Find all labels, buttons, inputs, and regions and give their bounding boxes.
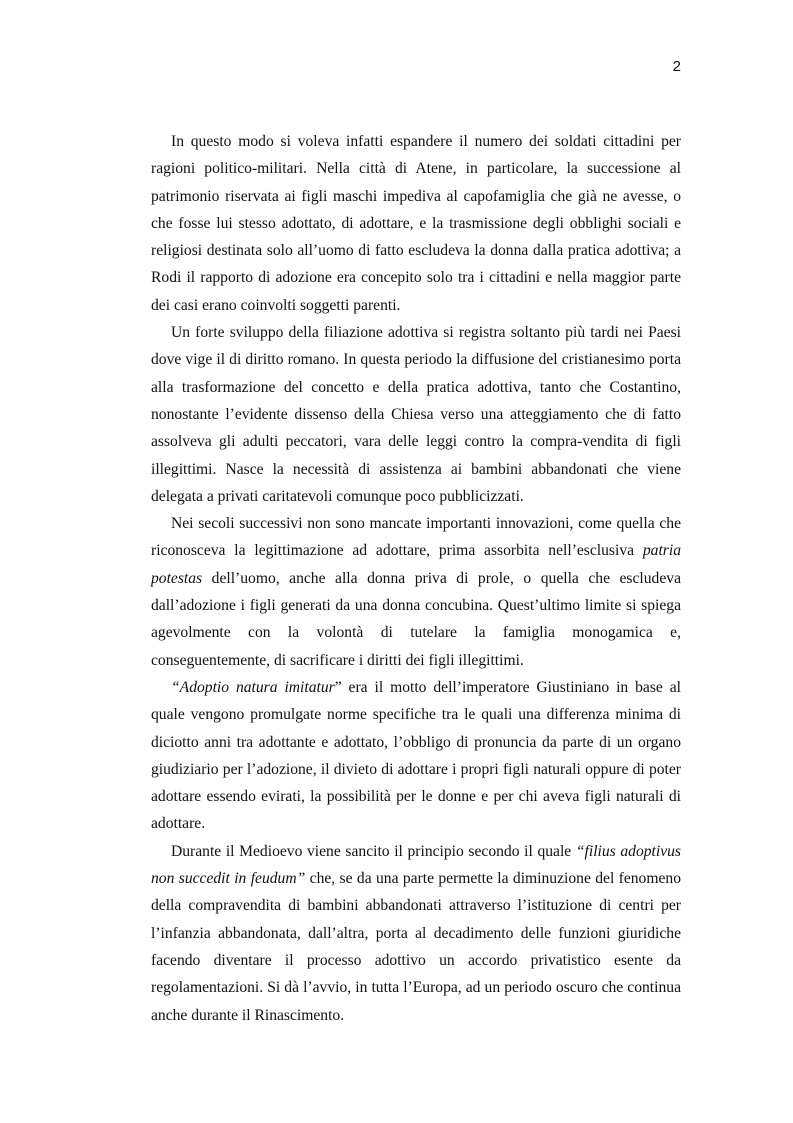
paragraph-text: Durante il Medioevo viene sancito il principio secondo il quale	[171, 842, 576, 860]
paragraph-3	[151, 510, 681, 674]
paragraph-text: Un forte sviluppo della filiazione adottiva si registra soltanto più tardi nei Paesi dove vige il di diritto romano. In questa periodo la diffusione del cristianesimo porta alla trasformazione del concetto e della pratica adottiva, tanto che Costantino, nonostante l’evidente dissenso della Chiesa verso una atteggiamento che di fatto assolveva gli adulti peccatori, vara delle leggi contro la compra-vendita di figli illegittimi. Nasce la necessità di assistenza ai bambini abbandonati che viene delegata a privati caritatevoli comunque poco pubblicizzati.	[151, 324, 681, 505]
paragraph-text: ” era il motto dell’imperatore Giustiniano in base al quale vengono promulgate norme specifiche tra le quali una differenza minima di diciotto anni tra adottante e adottato, l’obbligo di pronuncia da parte di un organo giudiziario per l’adozione, il divieto di adottare i propri figli naturali oppure di poter adottare essendo evirati, la possibilità per le donne e per chi aveva figli naturali di adottare.	[151, 678, 681, 833]
italic-phrase-adoptio-motto: “Adoptio natura imitatur	[171, 678, 335, 696]
paragraph-text: Nei secoli successivi non sono mancate importanti innovazioni, come quella che riconosceva la legittimazione ad adottare, prima assorbita nell’esclusiva	[151, 515, 681, 560]
italic-phrase-filius-adoptivus: “filius adoptivus non succedit in feudum”	[151, 842, 681, 888]
paragraph-1	[151, 128, 681, 319]
page-number: 2	[672, 58, 681, 75]
document-body	[151, 128, 681, 1029]
italic-phrase-patria-potestas: patria potestas	[151, 542, 681, 587]
paragraph-text: dell’uomo, anche alla donna priva di prole, o quella che escludeva dall’adozione i figli generati da una donna concubina. Quest’ultimo limite si spiega agevolmente con la volontà di tutelare la famiglia monogamica e, conseguentemente, di sacrificare i diritti dei figli illegittimi.	[151, 569, 681, 669]
paragraph-2	[151, 319, 681, 510]
paragraph-4	[151, 674, 681, 838]
paragraph-5	[151, 838, 681, 1029]
paragraph-text: che, se da una parte permette la diminuzione del fenomeno della compravendita di bambini abbandonati attraverso l’istituzione di centri per l’infanzia abbandonata, dall’altra, porta al decadimento delle funzioni giuridiche facendo diventare il processo adottivo un accordo privatistico esente da regolamentazioni. Si dà l’avvio, in tutta l’Europa, ad un periodo oscuro che continua anche durante il Rinascimento.	[151, 870, 681, 1024]
paragraph-text: In questo modo si voleva infatti espandere il numero dei soldati cittadini per ragioni politico-militari. Nella città di Atene, in particolare, la successione al patrimonio riservata ai figli maschi impediva al capofamiglia che già ne avesse, o che fosse lui stesso adottato, di adottare, e la trasmissione degli obblighi sociali e religiosi destinata solo all’uomo di fatto escludeva la donna dalla pratica adottiva; a Rodi il rapporto di adozione era concepito solo tra i cittadini e nella maggior parte dei casi erano coinvolti soggetti parenti.	[151, 133, 681, 314]
